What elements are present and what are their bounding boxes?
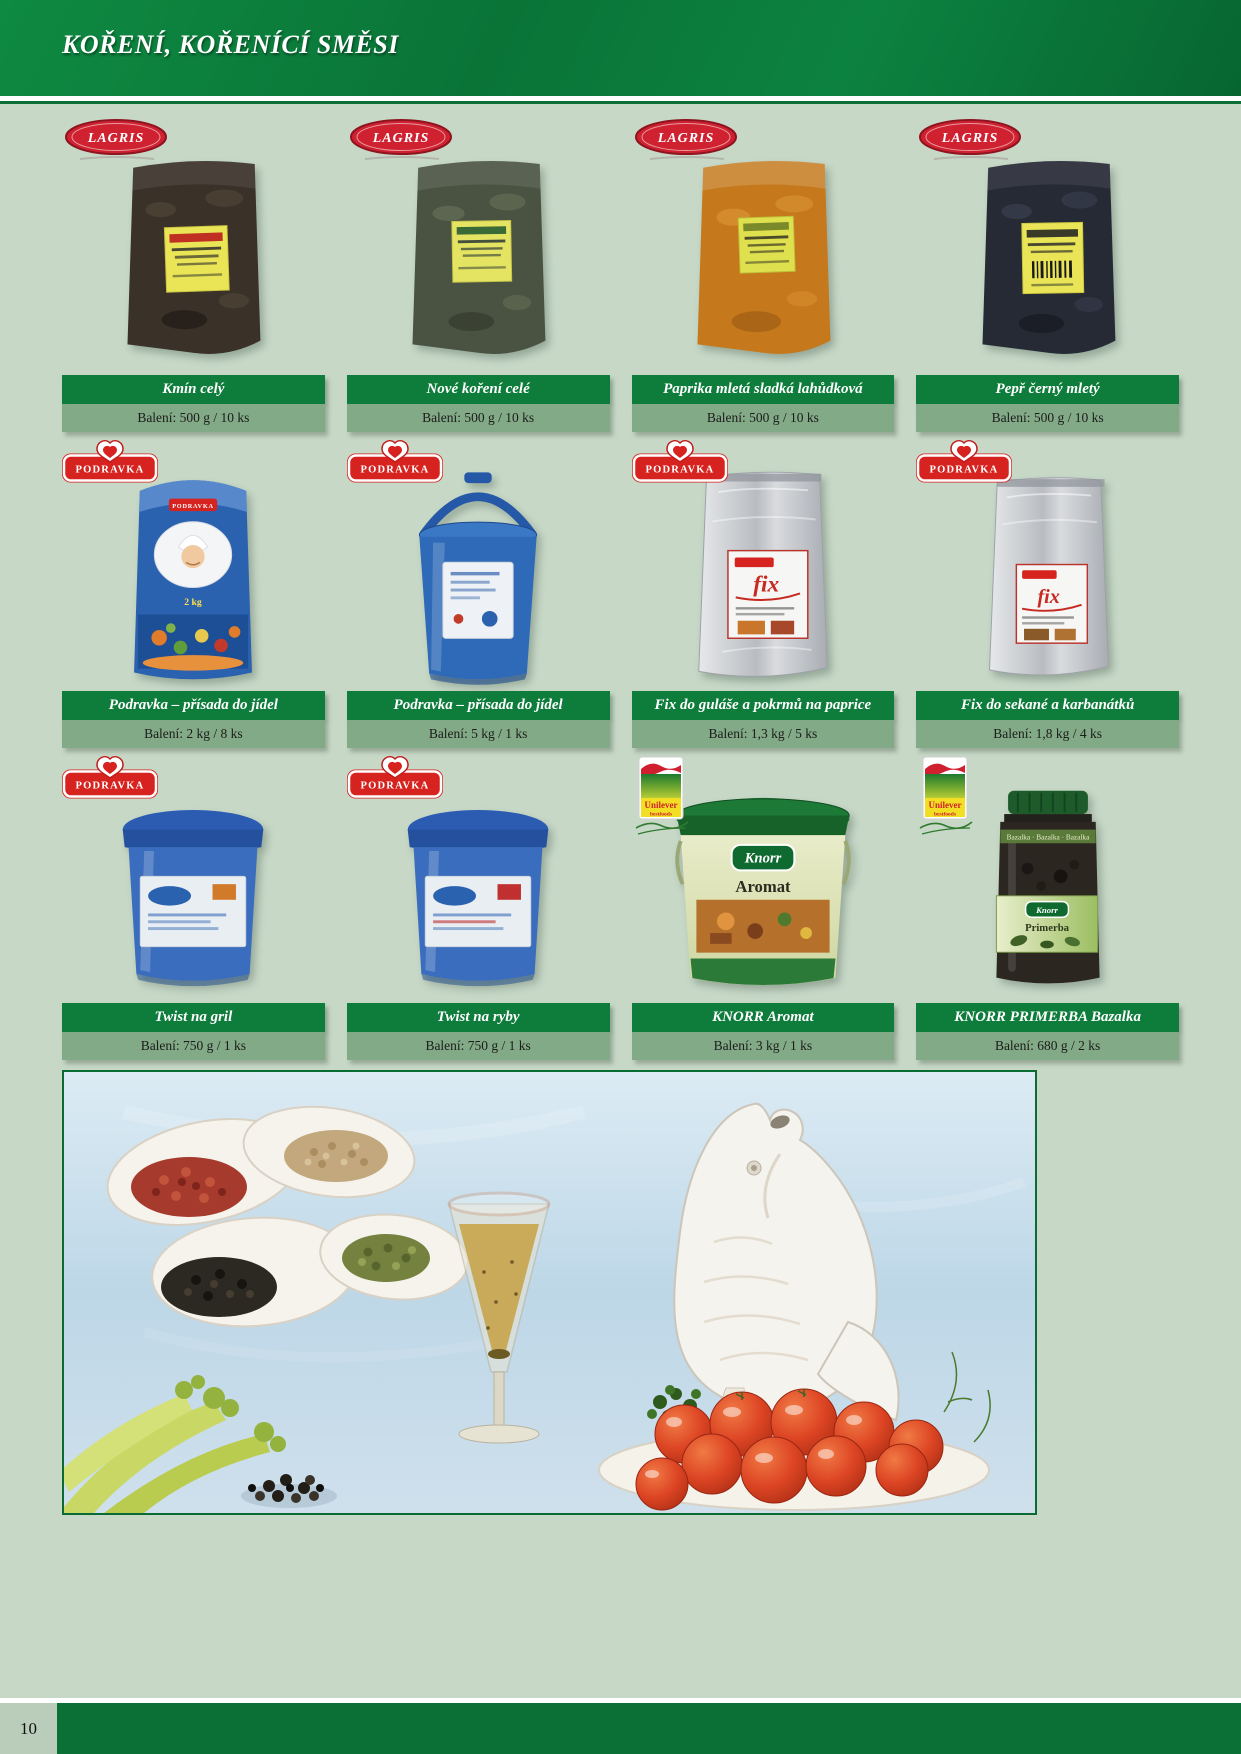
product-name: Podravka – přísada do jídel [393, 697, 563, 713]
product-packaging: Balení: 2 kg / 8 ks [144, 726, 243, 741]
lagris-logo [347, 116, 455, 166]
product-card-knorr-primerba [916, 756, 1179, 1060]
bag-pepr-photo [973, 144, 1123, 372]
unilever-logo [632, 756, 690, 842]
product-packaging: Balení: 1,8 kg / 4 ks [993, 726, 1102, 741]
product-name-bar [62, 375, 325, 404]
product-packaging: Balení: 750 g / 1 ks [140, 1038, 247, 1053]
product-name: Twist na ryby [436, 1009, 520, 1025]
product-packaging-bar [632, 720, 895, 748]
bazalka-band-text: Bazalka · Bazalka · Bazalka [1006, 832, 1089, 842]
product-packaging-bar [347, 404, 610, 432]
product-name-bar [632, 691, 895, 720]
footer-green-band [57, 1703, 1241, 1754]
product-name-bar [347, 1003, 610, 1032]
product-packaging: Balení: 3 kg / 1 ks [713, 1038, 813, 1053]
unilever-logo [916, 756, 974, 842]
product-packaging: Balení: 750 g / 1 ks [425, 1038, 531, 1053]
product-name-bar [62, 691, 325, 720]
podravka-logo [916, 440, 1012, 484]
primerba-text: Primerba [1024, 921, 1069, 934]
product-packaging: Balení: 500 g / 10 ks [137, 410, 250, 425]
product-packaging: Balení: 500 g / 10 ks [706, 410, 819, 425]
product-card-pepr [916, 116, 1179, 432]
lagris-logo [632, 116, 740, 166]
product-name-bar [347, 691, 610, 720]
product-card-fix-gulas [632, 440, 895, 748]
product-grid [62, 116, 1179, 1060]
product-card-twist-gril [62, 756, 325, 1060]
fix-brand-text: fix [1037, 585, 1060, 608]
tub-twist-ryby-photo [396, 782, 560, 1000]
podravka-logo [347, 440, 443, 484]
product-packaging-bar [632, 404, 895, 432]
product-packaging: Balení: 680 g / 2 ks [994, 1038, 1101, 1053]
bag-brand-text: PODRAVKA [172, 502, 215, 510]
product-card-nove-koreni [347, 116, 610, 432]
jar-knorr-primerba-photo [975, 778, 1121, 1000]
bag-podravka-2kg-photo [120, 458, 266, 688]
product-name: KNORR Aromat [712, 1009, 814, 1025]
product-name: KNORR PRIMERBA Bazalka [954, 1009, 1141, 1025]
product-name: Fix do sekané a karbanátků [960, 697, 1135, 713]
lagris-logo [916, 116, 1024, 166]
page-title: KOŘENÍ, KOŘENÍCÍ SMĚSI [62, 30, 399, 59]
product-packaging: Balení: 5 kg / 1 ks [428, 726, 528, 741]
podravka-logo [632, 440, 728, 484]
product-name: Nové koření celé [426, 381, 530, 397]
product-name: Twist na gril [154, 1009, 233, 1025]
bag-fix-sekana-photo [978, 466, 1118, 688]
product-packaging-bar [347, 1032, 610, 1060]
knorr-logo-text: Knorr [744, 850, 782, 867]
product-name: Paprika mletá sladká lahůdková [663, 381, 863, 397]
product-packaging-bar [632, 1032, 895, 1060]
bag-fix-gulas-photo [689, 460, 837, 688]
podravka-logo [62, 756, 158, 800]
product-name-bar [347, 375, 610, 404]
product-packaging-bar [916, 720, 1179, 748]
product-packaging: Balení: 1,3 kg / 5 ks [708, 726, 818, 741]
header-separator-green [0, 101, 1241, 104]
aromat-text: Aromat [735, 876, 791, 896]
podravka-logo [62, 440, 158, 484]
product-card-paprika [632, 116, 895, 432]
product-packaging-bar [62, 720, 325, 748]
page-header [0, 0, 1241, 96]
knorr-logo-text: Knorr [1035, 904, 1058, 915]
product-name-bar [916, 691, 1179, 720]
bag-weight-text: 2 kg [184, 596, 203, 608]
fix-brand-text: fix [753, 571, 780, 598]
product-card-fix-sekana [916, 440, 1179, 748]
lagris-logo [62, 116, 170, 166]
product-name-bar [632, 1003, 895, 1032]
product-card-podravka-2kg [62, 440, 325, 748]
product-name: Fix do guláše a pokrmů na paprice [654, 697, 872, 713]
product-packaging-bar [916, 404, 1179, 432]
bag-paprika-photo [688, 144, 838, 372]
product-packaging: Balení: 500 g / 10 ks [422, 410, 535, 425]
product-name: Pepř černý mletý [995, 381, 1100, 397]
product-packaging-bar [62, 1032, 325, 1060]
bag-nove-koreni-photo [403, 144, 553, 372]
kitchen-still-life-photo [64, 1072, 1035, 1513]
product-name-bar [916, 375, 1179, 404]
page-number [0, 1703, 57, 1754]
product-card-kmin-cely [62, 116, 325, 432]
product-packaging-bar [916, 1032, 1179, 1060]
product-card-podravka-5kg [347, 440, 610, 748]
product-name-bar [916, 1003, 1179, 1032]
product-card-knorr-aromat [632, 756, 895, 1060]
product-name-bar [632, 375, 895, 404]
ambience-photo [62, 1070, 1037, 1515]
bucket-podravka-5kg-photo [394, 452, 562, 688]
page-footer [0, 1698, 1241, 1754]
bucket-knorr-aromat-photo [667, 776, 859, 1000]
tub-twist-gril-photo [111, 782, 275, 1000]
bag-kmin-photo [118, 144, 268, 372]
product-name: Kmín celý [162, 381, 225, 397]
podravka-logo [347, 756, 443, 800]
product-packaging-bar [62, 404, 325, 432]
product-name-bar [62, 1003, 325, 1032]
product-name: Podravka – přísada do jídel [108, 697, 278, 713]
product-card-twist-ryby [347, 756, 610, 1060]
product-packaging: Balení: 500 g / 10 ks [991, 410, 1104, 425]
page-number-text: 10 [20, 1718, 37, 1738]
product-packaging-bar [347, 720, 610, 748]
